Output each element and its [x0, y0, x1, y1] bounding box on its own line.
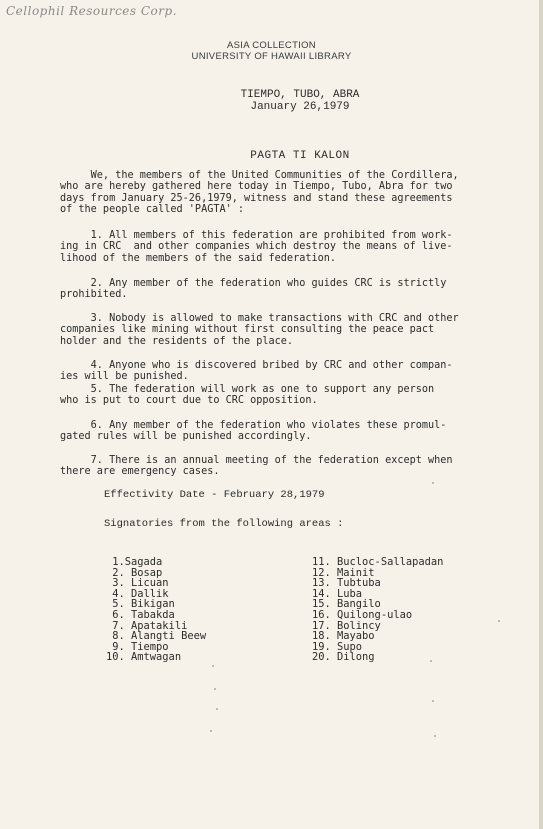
scan-speck	[432, 700, 434, 702]
signatories-intro: Signatories from the following areas :	[104, 518, 344, 530]
item-1: 1. All members of this federation are prohibited from work- ing in CRC and other companies which destroy the means of live- lihood of the members of the said federation.	[60, 230, 453, 264]
item-6: 6. Any member of the federation who violates these promul- gated rules will be punished accordingly.	[60, 420, 447, 443]
archive-stamp-line2: UNIVERSITY OF HAWAII LIBRARY	[191, 51, 352, 62]
item-7: 7. There is an annual meeting of the federation except when there are emergency cases.	[60, 455, 453, 478]
item-2: 2. Any member of the federation who guides CRC is strictly prohibited.	[60, 278, 447, 301]
signatories-left-column: 1.Sagada 2. Bosap 3. Licuan 4. Dallik 5. Bikigan 6. Tabakda 7. Apatakili 8. Alangti Beew 9. Tiempo 10. Amtwagan	[106, 556, 207, 664]
effectivity-date: Effectivity Date - February 28,1979	[104, 489, 325, 501]
document-date: January 26,1979	[250, 101, 350, 113]
scan-speck	[430, 660, 432, 662]
archive-stamp-line1: ASIA COLLECTION	[227, 40, 316, 51]
item-5: 5. The federation will work as one to support any person who is put to court due to CRC opposition.	[60, 384, 435, 407]
scan-speck	[434, 735, 436, 737]
document-place: TIEMPO, TUBO, ABRA	[240, 89, 360, 101]
scan-speck	[210, 730, 212, 732]
scan-speck	[214, 688, 216, 690]
handwritten-note: Cellophil Resources Corp.	[6, 4, 178, 18]
scan-speck	[432, 482, 434, 484]
scan-speck	[212, 665, 214, 667]
item-3: 3. Nobody is allowed to make transactions with CRC and other companies like mining without first consulting the peace pact holder and the residents of the place.	[60, 313, 459, 347]
document-title: PAGTA TI KALON	[250, 150, 350, 162]
signatories-right-column: 11. Bucloc-Sallapadan 12. Mainit 13. Tubtuba 14. Luba 15. Bangilo 16. Quilong-ulao 17. Bolincy 18. Mayabo 19. Supo 20. Dilong	[312, 556, 444, 664]
scan-speck	[498, 620, 500, 622]
intro-paragraph: We, the members of the United Communities of the Cordillera, who are hereby gathered here today in Tiempo, Tubo, Abra for two days from January 25-26,1979, witness and stand these agreements of the people called 'PAGTA' :	[60, 170, 459, 215]
scan-speck	[216, 708, 218, 710]
item-4: 4. Anyone who is discovered bribed by CRC and other compan- ies will be punished.	[60, 360, 453, 383]
